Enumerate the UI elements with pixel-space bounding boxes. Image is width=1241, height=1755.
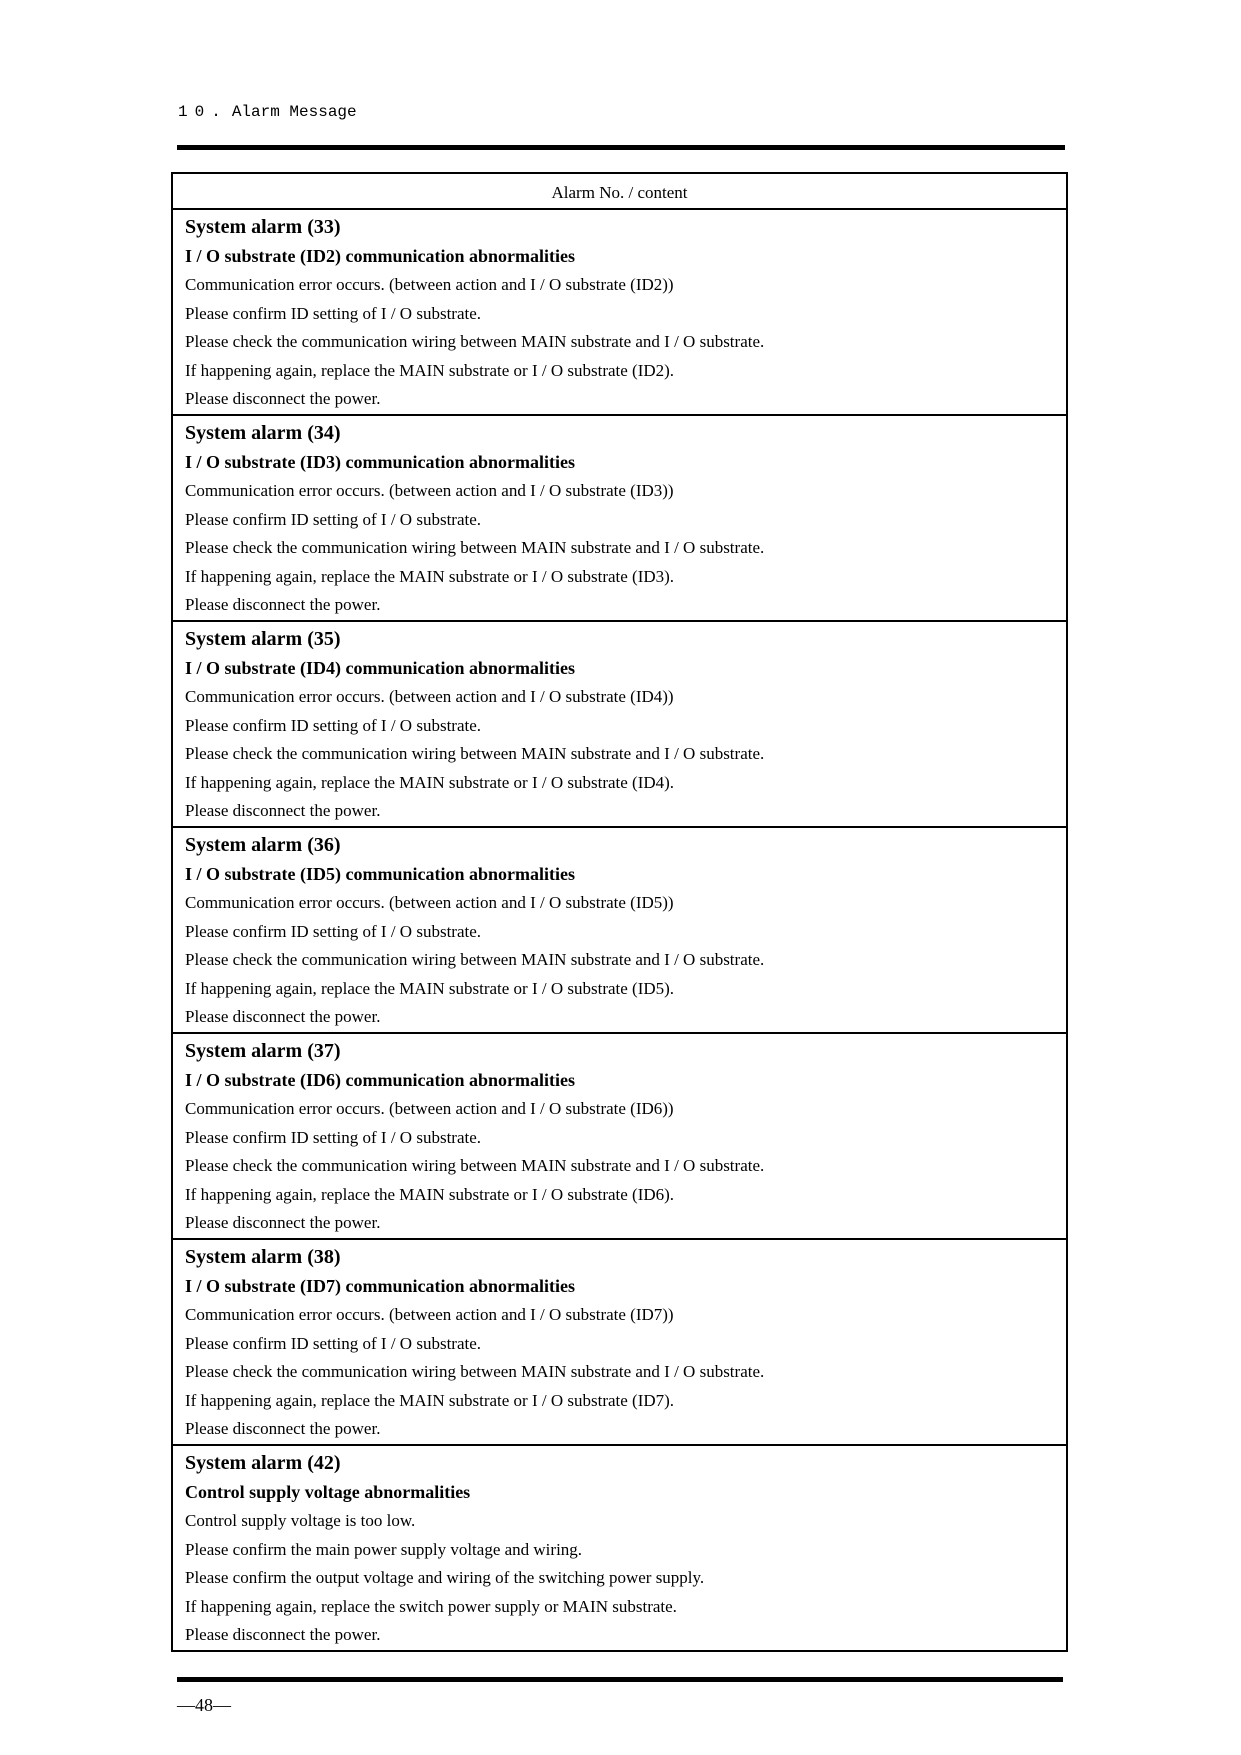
alarm-section-subtitle: Control supply voltage abnormalities	[185, 1482, 471, 1502]
alarm-section	[173, 1238, 1066, 1444]
alarm-section-line: Communication error occurs. (between action and I / O substrate (ID7))	[185, 1305, 674, 1324]
alarm-section-line: Please confirm ID setting of I / O substrate.	[185, 1127, 482, 1147]
alarm-section-line: Please check the communication wiring between MAIN substrate and I / O substrate.	[185, 950, 765, 970]
alarm-section	[173, 414, 1066, 620]
alarm-section-line: Please confirm the main power supply voltage and wiring.	[185, 1539, 583, 1559]
alarm-section-line: Please check the communication wiring between MAIN substrate and I / O substrate.	[185, 744, 765, 764]
table-header-cell: Alarm No. / content	[551, 183, 688, 202]
alarm-section	[173, 620, 1066, 826]
alarm-section-line: Please confirm ID setting of I / O substrate.	[185, 509, 482, 529]
alarm-section-line: If happening again, replace the switch power supply or MAIN substrate.	[185, 1596, 677, 1616]
alarm-section-title: System alarm (33)	[185, 216, 341, 238]
alarm-section-subtitle: I / O substrate (ID4) communication abnormalities	[185, 658, 575, 678]
alarm-section-line: If happening again, replace the MAIN substrate or I / O substrate (ID5).	[185, 978, 675, 998]
footer-rule	[177, 1677, 1063, 1682]
alarm-section-line: Please confirm ID setting of I / O substrate.	[185, 715, 482, 735]
chapter-title: Alarm Message	[231, 103, 357, 121]
alarm-section-title: System alarm (36)	[185, 834, 341, 856]
alarm-section	[173, 1444, 1066, 1650]
alarm-section-line: Please confirm ID setting of I / O substrate.	[185, 1333, 482, 1353]
alarm-section-subtitle: I / O substrate (ID5) communication abnormalities	[185, 864, 575, 884]
alarm-section-line: Please check the communication wiring between MAIN substrate and I / O substrate.	[185, 332, 765, 352]
alarm-section	[173, 826, 1066, 1032]
alarm-section-subtitle: I / O substrate (ID6) communication abnormalities	[185, 1070, 575, 1090]
alarm-section-line: Control supply voltage is too low.	[185, 1511, 416, 1530]
alarm-section-line: Please disconnect the power.	[185, 1625, 381, 1645]
running-header	[178, 103, 357, 121]
alarm-section-subtitle: I / O substrate (ID3) communication abnormalities	[185, 452, 575, 472]
alarm-section-line: Please disconnect the power.	[185, 1007, 381, 1027]
alarm-section	[173, 1032, 1066, 1238]
alarm-section-line: Please check the communication wiring between MAIN substrate and I / O substrate.	[185, 1156, 765, 1176]
alarm-section-title: System alarm (37)	[185, 1040, 341, 1062]
alarm-section-line: Please confirm ID setting of I / O substrate.	[185, 303, 482, 323]
alarm-section-line: Communication error occurs. (between action and I / O substrate (ID2))	[185, 275, 674, 294]
alarm-section-line: Communication error occurs. (between action and I / O substrate (ID4))	[185, 687, 674, 706]
alarm-section-line: Please check the communication wiring between MAIN substrate and I / O substrate.	[185, 538, 765, 558]
alarm-section-line: If happening again, replace the MAIN substrate or I / O substrate (ID2).	[185, 360, 675, 380]
alarm-section-title: System alarm (42)	[185, 1452, 341, 1474]
alarm-section-line: If happening again, replace the MAIN substrate or I / O substrate (ID7).	[185, 1390, 675, 1410]
alarm-section-line: Communication error occurs. (between action and I / O substrate (ID6))	[185, 1099, 674, 1118]
alarm-section-line: If happening again, replace the MAIN substrate or I / O substrate (ID6).	[185, 1184, 675, 1204]
header-rule	[177, 145, 1065, 150]
alarm-section-title: System alarm (38)	[185, 1246, 341, 1268]
chapter-number: 10.	[178, 103, 228, 121]
alarm-section-line: Please disconnect the power.	[185, 595, 381, 615]
alarm-section-line: Communication error occurs. (between action and I / O substrate (ID3))	[185, 481, 674, 500]
alarm-table	[171, 172, 1068, 1652]
alarm-section-line: Please confirm the output voltage and wiring of the switching power supply.	[185, 1568, 705, 1588]
alarm-section-line: Please disconnect the power.	[185, 1419, 381, 1439]
alarm-section-title: System alarm (35)	[185, 628, 341, 650]
alarm-section-line: Please disconnect the power.	[185, 801, 381, 821]
alarm-section-line: Communication error occurs. (between action and I / O substrate (ID5))	[185, 893, 674, 912]
alarm-section-line: Please check the communication wiring between MAIN substrate and I / O substrate.	[185, 1362, 765, 1382]
alarm-section	[173, 208, 1066, 414]
alarm-section-line: If happening again, replace the MAIN substrate or I / O substrate (ID3).	[185, 566, 675, 586]
alarm-section-line: Please disconnect the power.	[185, 389, 381, 409]
alarm-section-subtitle: I / O substrate (ID2) communication abnormalities	[185, 246, 575, 266]
alarm-section-line: Please disconnect the power.	[185, 1213, 381, 1233]
alarm-section-title: System alarm (34)	[185, 422, 341, 444]
alarm-section-line: Please confirm ID setting of I / O substrate.	[185, 921, 482, 941]
alarm-section-subtitle: I / O substrate (ID7) communication abnormalities	[185, 1276, 575, 1296]
alarm-section-line: If happening again, replace the MAIN substrate or I / O substrate (ID4).	[185, 772, 675, 792]
page-number: —48—	[177, 1695, 231, 1715]
